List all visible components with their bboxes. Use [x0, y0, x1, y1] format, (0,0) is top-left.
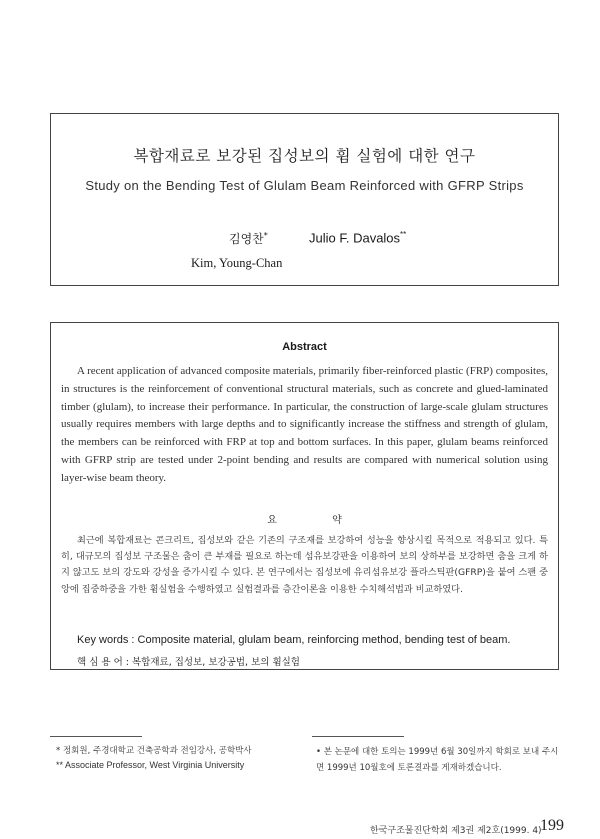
journal-citation: 한국구조물진단학회 제3권 제2호(1999. 4) [370, 826, 542, 836]
author-2: Julio F. Davalos** [309, 230, 407, 246]
abstract-english: A recent application of advanced composite materials, primarily fiber-reinforced plastic (FRP) composites, in structures is the reinforcement of conventional structural materials, such as concrete and glued-laminated timber (glulam), to increase their performance. In particular, the construction of large-scale glulam structures usually requires members with large depths and to significantly increase the stiffness and strength of glulam, the members can be reinforced with FRP at top and bottom surfaces. In this paper, glulam beams reinforced with GFRP strip are tested under 2-point bending and results are compared with numerical solution using layer-wise beam theory. [61, 365, 548, 484]
page-number: 199 [540, 817, 564, 834]
footnote-divider-right [312, 736, 404, 737]
footnote-author-1: * 정회원, 주경대학교 건축공학과 전임강사, 공학박사 [56, 746, 252, 756]
author-1-english: Kim, Young-Chan [191, 256, 283, 270]
korean-abstract-heading: 요 약 [267, 515, 368, 526]
keywords-english: Key words : Composite material, glulam beam, reinforcing method, bending test of beam. [77, 634, 511, 646]
footnote-divider-left [50, 736, 142, 737]
footnote-discussion: • 본 논문에 대한 토의는 1999년 6월 30일까지 학회로 보내 주시면 1999년 10월호에 토론결과를 게재하겠습니다. [316, 747, 559, 773]
abstract-korean: 최근에 복합재료는 콘크리트, 집성보와 같은 기존의 구조재를 보강하여 성능을 향상시킬 목적으로 적용되고 있다. 특히, 대규모의 집성보 구조물은 춤이 큰 부재를 필요로 하는데 섬유보강판을 이용하여 보의 상하부를 보강하면 춤을 크게 하지 않고도 보의 강도와 강성을 증가시킬 수 있다. 본 연구에서는 집성보에 유리섬유보강 플라스틱판(GFRP)을 붙여 스팬 중앙에 집중하중을 가한 휨실험을 수행하였고 실험결과를 층간이론을 이용한 수치해석법과 비교하였다. [61, 535, 548, 595]
author-1-korean: 김영찬* [229, 231, 268, 246]
footnote-author-2: ** Associate Professor, West Virginia University [56, 760, 245, 770]
abstract-heading: Abstract [282, 341, 327, 353]
abstract-box [50, 322, 559, 670]
paper-title-english: Study on the Bending Test of Glulam Beam Reinforced with GFRP Strips [85, 178, 524, 193]
paper-title-korean: 복합재료로 보강된 집성보의 휨 실험에 대한 연구 [133, 147, 476, 165]
title-box [50, 113, 559, 286]
keywords-korean: 핵 심 용 어 : 복합재료, 집성보, 보강공법, 보의 휨실험 [77, 657, 300, 668]
